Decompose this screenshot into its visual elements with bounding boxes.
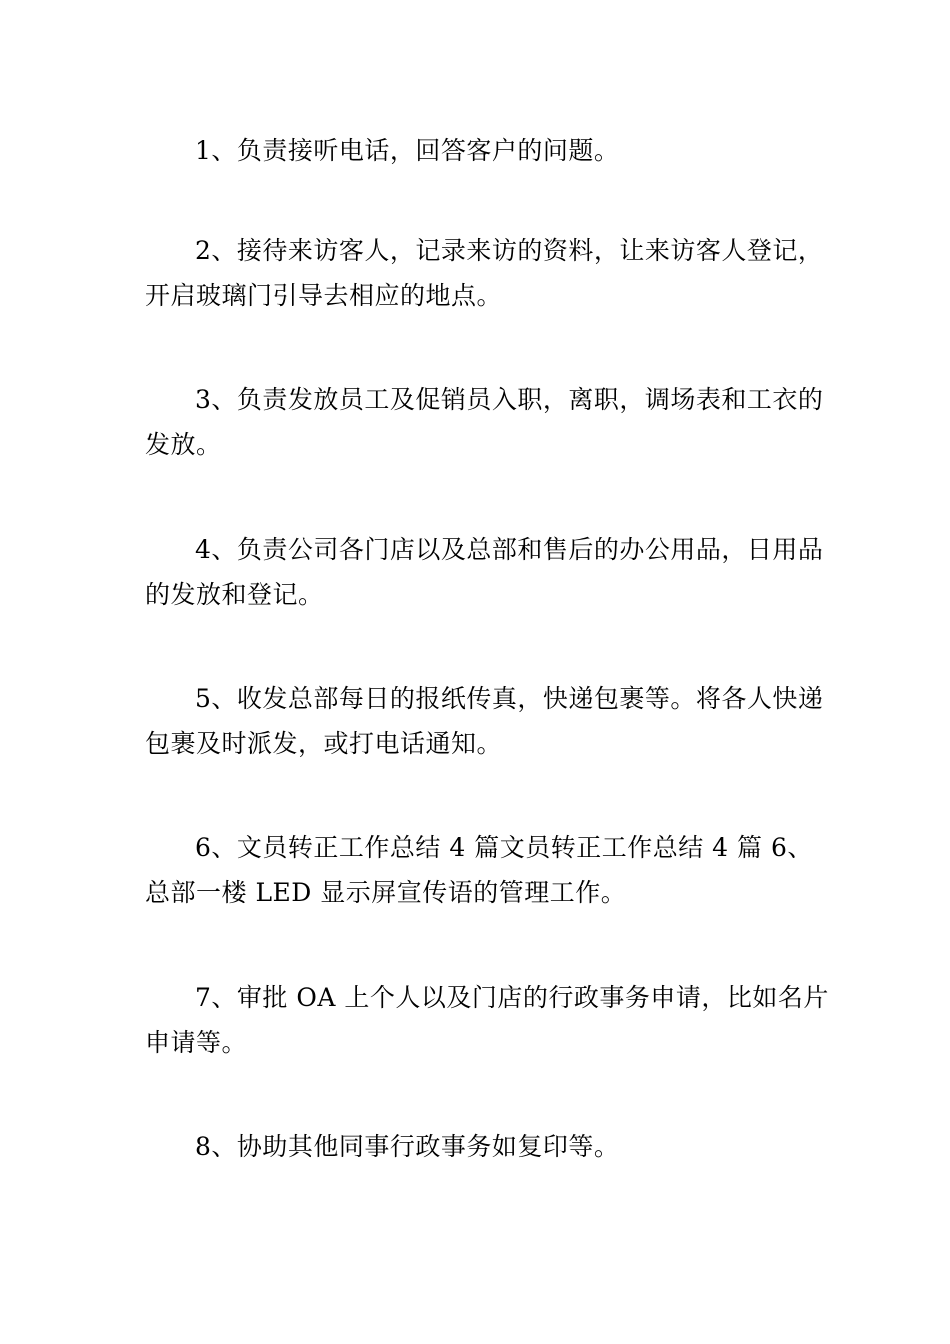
paragraph-2: 2、接待来访客人，记录来访的资料，让来访客人登记，开启玻璃门引导去相应的地点。 [145, 236, 824, 310]
paragraph-6: 6、文员转正工作总结 4 篇文员转正工作总结 4 篇 6、总部一楼 LED 显示屏宣传语的管理工作。 [145, 833, 813, 907]
paragraph-7: 7、审批 OA 上个人以及门店的行政事务申请，比如名片申请等。 [145, 983, 829, 1057]
paragraph-4: 4、负责公司各门店以及总部和售后的办公用品，日用品的发放和登记。 [145, 535, 824, 609]
paragraph-3: 3、负责发放员工及促销员入职，离职，调场表和工衣的发放。 [145, 385, 824, 459]
paragraph-8: 8、协助其他同事行政事务如复印等。 [195, 1132, 620, 1161]
paragraph-1: 1、负责接听电话，回答客户的问题。 [195, 136, 620, 165]
paragraph-5: 5、收发总部每日的报纸传真，快递包裹等。将各人快递包裹及时派发，或打电话通知。 [145, 684, 824, 758]
